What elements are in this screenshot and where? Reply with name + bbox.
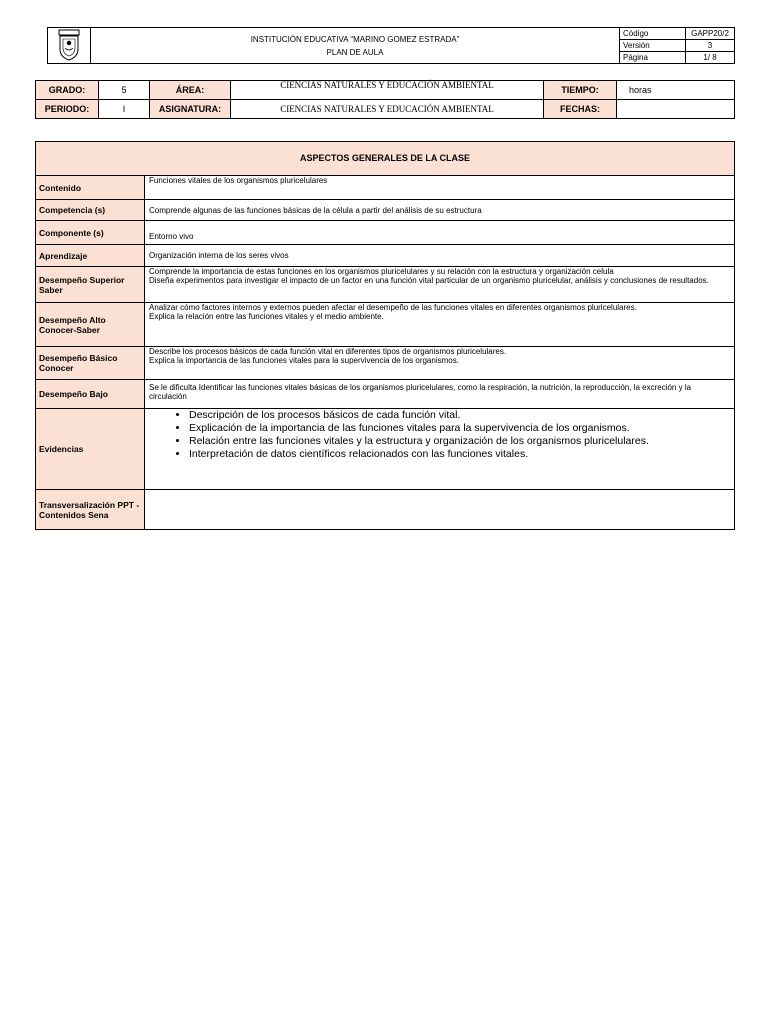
table-row (36, 267, 735, 303)
row-value-desempeno-alto (145, 303, 735, 347)
row-text: Comprende la importancia de estas funciones en los organismos pluricelulares y su relación con la estructura y organización celula (149, 267, 614, 276)
row-label-desempeno-bajo: Desempeño Bajo (36, 380, 145, 409)
asignatura-label: ASIGNATURA: (150, 100, 231, 119)
row-text: Comprende algunas de las funciones básicas de la célula a partir del análisis de su estructura (149, 205, 482, 215)
row-label-desempeno-basico: Desempeño Básico Conocer (36, 347, 145, 380)
table-row (36, 409, 735, 490)
row-value-desempeno-superior (145, 267, 735, 303)
row-label-transversalizacion: Transversalización PPT - Contenidos Sena (36, 490, 145, 530)
version-label: Versión (620, 40, 686, 52)
periodo-value: I (99, 100, 150, 119)
row-label-contenido: Contenido (36, 176, 145, 200)
row-value-evidencias (145, 409, 735, 490)
table-row (36, 380, 735, 409)
row-value-transversalizacion (145, 490, 735, 530)
table-row (36, 221, 735, 245)
row-label-evidencias: Evidencias (36, 409, 145, 490)
list-item: • Relación entre las funciones vitales y la estructura y organización de los organismos pluricelulares. (189, 435, 730, 448)
tiempo-value: horas (617, 81, 735, 100)
pagina-value: 1/ 8 (686, 52, 735, 64)
asignatura-value: CIENCIAS NATURALES Y EDUCACIÓN AMBIENTAL (231, 100, 544, 119)
row-value-componente (145, 221, 735, 245)
institution-cell (91, 28, 620, 64)
row-label-desempeno-alto: Desempeño Alto Conocer-Saber (36, 303, 145, 347)
row-text: Diseña experimentos para investigar el impacto de un factor en una función vital particular de un organismo pluricelular, análisis y conclusiones de resultados. (149, 276, 709, 285)
school-crest-icon (57, 29, 81, 61)
list-item: • Interpretación de datos científicos relacionados con las funciones vitales. (189, 448, 730, 461)
row-text: Explica la relación entre las funciones vitales y el medio ambiente. (149, 312, 384, 321)
pagina-label: Página (620, 52, 686, 64)
grado-label: GRADO: (36, 81, 99, 100)
table-row (36, 176, 735, 200)
row-text: Entorno vivo (149, 232, 194, 241)
fechas-value (617, 100, 735, 119)
row-value-competencia (145, 200, 735, 221)
row-value-contenido (145, 176, 735, 200)
area-value: CIENCIAS NATURALES Y EDUCACIÓN AMBIENTAL (231, 81, 544, 100)
list-item: • Descripción de los procesos básicos de cada función vital. (189, 409, 730, 422)
row-label-desempeno-superior: Desempeño Superior Saber (36, 267, 145, 303)
table-row (36, 347, 735, 380)
table-row (36, 490, 735, 530)
row-text: Analizar cómo factores internos y externos pueden afectar el desempeño de las funciones vitales en diferentes organismos pluricelulares. (149, 303, 637, 312)
periodo-label: PERIODO: (36, 100, 99, 119)
codigo-value: GAPP20/2 (686, 28, 735, 40)
class-aspects-table (35, 141, 735, 530)
row-text: Se le dificulta Identificar las funciones vitales básicas de los organismos pluricelulares, como la respiración, la nutrición, la reproducción, la excreción y la circulación (149, 383, 692, 401)
plan-title: PLAN DE AULA (326, 47, 384, 57)
row-value-desempeno-bajo (145, 380, 735, 409)
area-label: ÁREA: (150, 81, 231, 100)
table-row (36, 200, 735, 221)
logo-cell (48, 28, 91, 64)
version-value: 3 (686, 40, 735, 52)
table-title: ASPECTOS GENERALES DE LA CLASE (36, 142, 735, 176)
row-text: Funciones vitales de los organismos pluricelulares (149, 176, 328, 185)
table-row (36, 245, 735, 267)
row-value-aprendizaje (145, 245, 735, 267)
document-header (47, 27, 735, 64)
codigo-label: Código (620, 28, 686, 40)
info-table (35, 80, 735, 119)
institution-name: INSTITUCIÓN EDUCATIVA “MARINO GOMEZ ESTRADA” (250, 34, 460, 44)
row-text: Explica la importancia de las funciones vitales para la supervivencia de los organismos. (149, 356, 459, 365)
row-text: Describe los procesos básicos de cada función vital en diferentes tipos de organismos pluricelulares. (149, 347, 507, 356)
row-label-competencia: Competencia (s) (36, 200, 145, 221)
list-item: • Explicación de la importancia de las funciones vitales para la supervivencia de los organismos. (189, 422, 730, 435)
row-label-componente: Componente (s) (36, 221, 145, 245)
row-label-aprendizaje: Aprendizaje (36, 245, 145, 267)
grado-value: 5 (99, 81, 150, 100)
table-row (36, 303, 735, 347)
row-text: Organización interna de los seres vivos (149, 251, 289, 260)
row-value-desempeno-basico (145, 347, 735, 380)
evidencias-list (149, 409, 730, 461)
tiempo-label: TIEMPO: (544, 81, 617, 100)
fechas-label: FECHAS: (544, 100, 617, 119)
